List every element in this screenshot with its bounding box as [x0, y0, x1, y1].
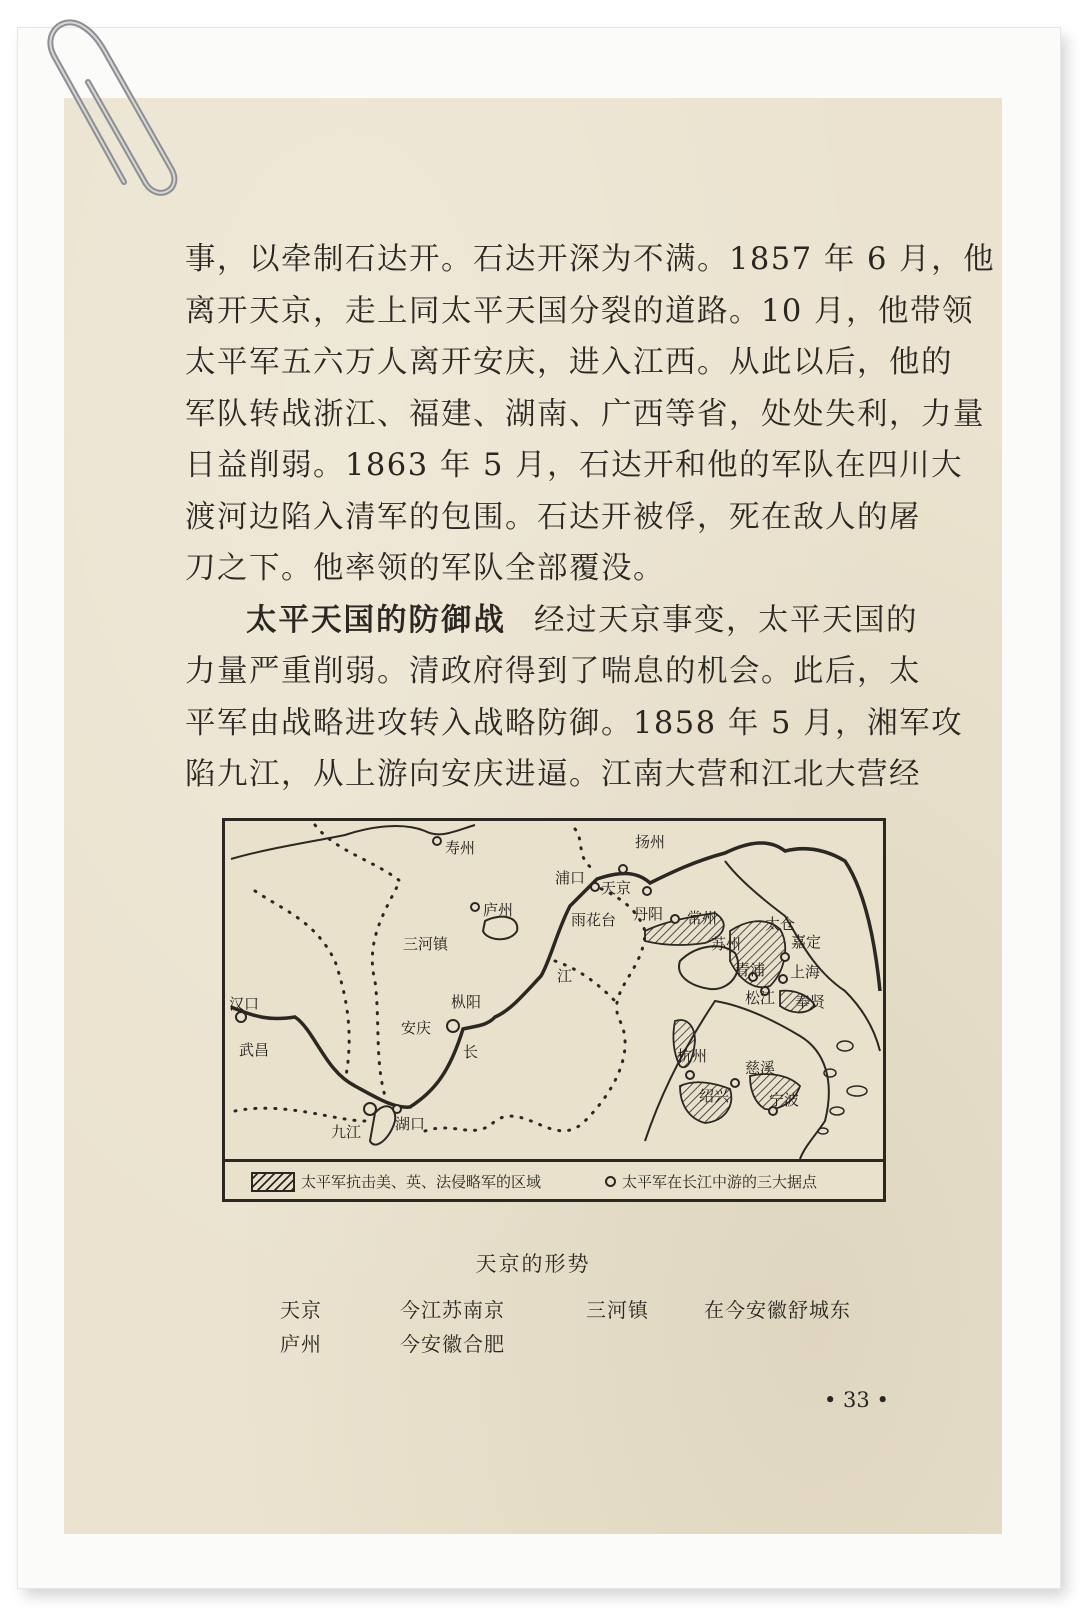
place-label: 嘉定	[791, 933, 822, 951]
legend-bases-label: 太平军在长江中游的三大据点	[622, 1173, 818, 1191]
place-label: 绍兴	[699, 1087, 730, 1105]
section-text: 经过天京事变，太平天国的	[534, 602, 918, 638]
section-heading: 太平天国的防御战	[246, 602, 506, 638]
note-desc: 今安徽合肥	[400, 1332, 505, 1356]
text-line: 军队转战浙江、福建、湖南、广西等省，处处失利，力量	[185, 396, 985, 432]
paperclip-icon	[32, 6, 192, 206]
place-label: 扬州	[635, 833, 666, 851]
river-label: 长	[463, 1043, 479, 1061]
legend-hatched	[251, 1171, 541, 1192]
book-page	[64, 98, 1002, 1534]
note-term: 庐州	[280, 1332, 322, 1356]
section-first-line	[185, 595, 918, 647]
place-label: 松江	[745, 989, 776, 1007]
place-label: 枞阳	[451, 993, 482, 1011]
place-label: 武昌	[239, 1041, 270, 1059]
note-desc: 在今安徽舒城东	[704, 1298, 851, 1322]
text-line: 太平军五六万人离开安庆，进入江西。从此以后，他的	[185, 345, 953, 380]
text-line: 日益削弱。1863 年 5 月，石达开和他的军队在四川大	[185, 448, 964, 483]
legend-bases	[605, 1171, 817, 1192]
place-label: 庐州	[483, 901, 514, 919]
place-label: 奉贤	[795, 993, 826, 1011]
place-label: 宁波	[769, 1091, 800, 1109]
circle-marker-icon	[605, 1176, 616, 1187]
place-label: 浦口	[555, 869, 586, 887]
hatch-swatch-icon	[251, 1172, 295, 1192]
place-label: 雨花台	[571, 911, 617, 929]
map-legend	[225, 1159, 883, 1199]
tianjing-situation-map	[222, 818, 886, 1202]
place-label: 青浦	[735, 961, 766, 979]
place-label: 湖口	[395, 1115, 426, 1133]
place-label: 九江	[331, 1123, 362, 1141]
note-term: 三河镇	[586, 1298, 649, 1322]
place-label: 汉口	[229, 995, 260, 1013]
place-label: 寿州	[445, 839, 476, 857]
river-label: 江	[557, 967, 573, 985]
legend-hatched-label: 太平军抗击美、英、法侵略军的区域	[301, 1173, 542, 1191]
place-label: 丹阳	[633, 905, 664, 923]
text-line: 平军由战略进攻转入战略防御。1858 年 5 月，湘军攻	[185, 705, 964, 741]
place-label: 杭州	[677, 1047, 708, 1065]
place-label: 安庆	[401, 1019, 432, 1037]
text-line: 力量严重削弱。清政府得到了喘息的机会。此后，太	[185, 654, 921, 689]
map-caption: 天京的形势	[475, 1252, 591, 1276]
place-label: 太仓	[765, 915, 796, 933]
place-label: 上海	[790, 963, 821, 981]
place-label: 慈溪	[745, 1059, 776, 1077]
text-line: 刀之下。他率领的军队全部覆没。	[185, 551, 665, 586]
place-label: 苏州	[711, 935, 742, 953]
text-line: 渡河边陷入清军的包围。石达开被俘，死在敌人的屠	[185, 499, 921, 535]
note-term: 天京	[280, 1298, 322, 1322]
text-line: 事，以牵制石达开。石达开深为不满。1857 年 6 月，他	[185, 242, 996, 277]
text-line: 陷九江，从上游向安庆进逼。江南大营和江北大营经	[185, 757, 921, 792]
body-text	[185, 234, 996, 801]
page-number: • 33 •	[824, 1388, 889, 1412]
text-line: 离开天京，走上同太平天国分裂的道路。10 月，他带领	[185, 293, 975, 329]
place-label: 天京	[601, 879, 632, 897]
place-label: 三河镇	[403, 935, 449, 953]
note-desc: 今江苏南京	[400, 1298, 505, 1322]
place-label: 常州	[687, 909, 718, 927]
